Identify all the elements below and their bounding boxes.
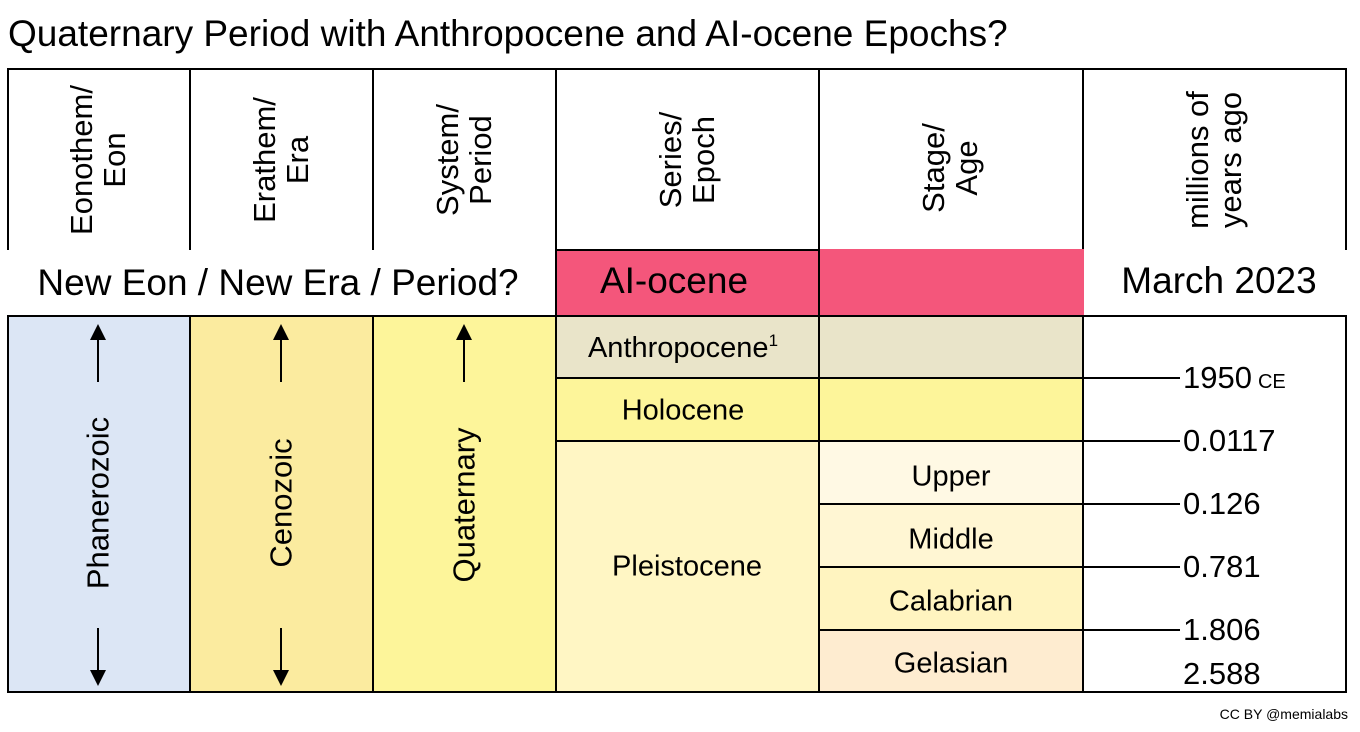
header-divider-2 [372,68,374,250]
header-period-line2: Period [463,115,498,205]
boundary-0-781 [818,566,1180,568]
header-period-line1: System/ [430,104,465,216]
header-epoch-line2: Epoch [686,116,721,204]
new-row-date: March 2023 [1121,260,1317,301]
age-upper: Upper [911,460,991,493]
header-eon-line2: Eon [97,132,132,188]
value-1950-number: 1950 [1183,360,1252,395]
header-age [917,123,983,213]
header-divider-3 [555,68,557,250]
value-1950-unit: CE [1257,371,1286,393]
holocene-label: Holocene [621,394,745,427]
header-divider-5 [1082,68,1084,250]
header-era-line1: Erathem/ [247,97,282,223]
eon-label: Phanerozoic [80,416,116,590]
value-0-0117: 0.0117 [1183,423,1276,458]
header-mya [1181,91,1247,229]
body-divider-2 [372,315,374,693]
header-period [431,104,497,216]
boundary-1-806 [818,629,1180,631]
boundary-1950 [555,377,1180,379]
value-1-806: 1.806 [1183,612,1261,647]
age-calabrian: Calabrian [888,585,1014,618]
value-0-781: 0.781 [1183,549,1261,584]
header-era [248,97,314,223]
header-eon-line1: Eonothem/ [64,85,99,235]
body-divider-1 [189,315,191,693]
pleistocene-label: Pleistocene [612,550,762,583]
new-eon-era-period-label: New Eon / New Era / Period? [37,262,519,303]
body-divider-3 [555,315,557,693]
header-divider-1 [189,68,191,250]
header-epoch-line1: Series/ [653,111,688,209]
value-0-126: 0.126 [1183,486,1261,521]
boundary-0-0117 [555,440,1180,442]
header-mya-line1: millions of [1180,91,1215,229]
header-mya-line2: years ago [1213,91,1248,229]
header-era-line2: Era [280,135,315,185]
age-middle: Middle [908,523,994,556]
age-gelasian: Gelasian [893,647,1009,680]
boundary-0-126 [818,503,1180,505]
credit: CC BY @memialabs [1219,706,1348,722]
anthropocene-label [588,331,778,365]
header-divider-4 [818,68,820,250]
period-label: Quaternary [446,427,482,583]
header-epoch [654,112,720,208]
header-eon [65,85,131,235]
aiocene-label: AI-ocene [599,260,749,301]
header-age-line2: Age [949,140,984,196]
era-label: Cenozoic [263,438,299,568]
value-2-588: 2.588 [1183,656,1261,691]
anthropocene-footnote: 1 [768,331,779,351]
header-age-line1: Stage/ [916,123,951,213]
value-1950 [1183,360,1286,396]
anthropocene-text: Anthropocene [587,331,769,364]
page-title: Quaternary Period with Anthropocene and AI-ocene Epochs? [8,13,1008,54]
